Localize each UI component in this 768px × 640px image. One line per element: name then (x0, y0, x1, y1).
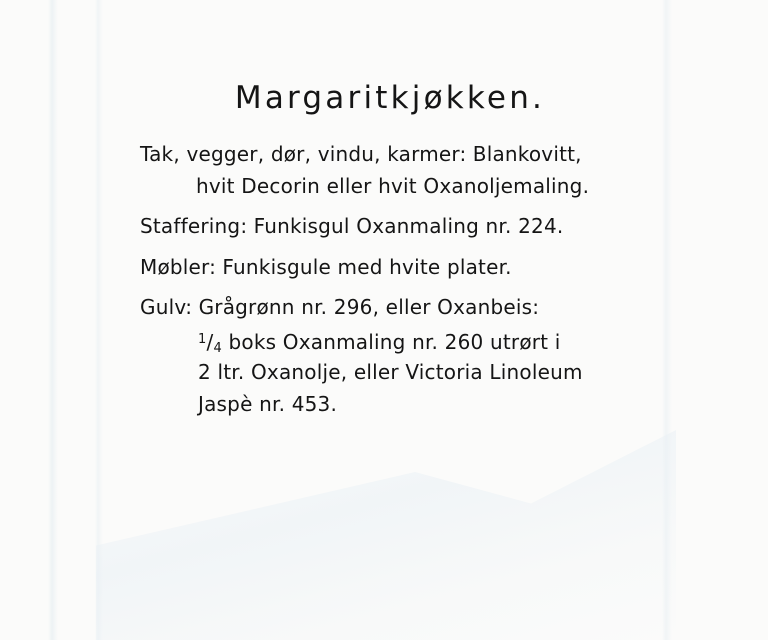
entry-trim (140, 210, 563, 242)
entry-continuation: Jaspè nr. 453. (198, 392, 338, 416)
page-title: Margaritkjøkken. (234, 80, 546, 116)
entry-label: Gulv: (140, 295, 193, 319)
fraction-numerator: 1 (198, 332, 207, 347)
entry-label: Møbler: (140, 255, 217, 279)
entry-label: Staffering: (140, 214, 248, 238)
entry-value: Funkisgul Oxanmaling nr. 224. (253, 214, 564, 238)
entry-floor (140, 291, 539, 323)
entry-value: Blankovitt, (472, 142, 582, 166)
entry-continuation-text: boks Oxanmaling nr. 260 utrørt i (228, 330, 561, 354)
fraction-denominator: 4 (213, 341, 222, 356)
entry-furniture (140, 251, 512, 283)
entry-continuation: hvit Decorin eller hvit Oxanoljemaling. (196, 174, 590, 198)
fraction-quarter: $^1/_4$ (198, 330, 222, 356)
entry-ceiling-walls (140, 138, 582, 170)
entry-continuation: 2 ltr. Oxanolje, eller Victoria Linoleum (198, 360, 583, 384)
entry-label: Tak, vegger, dør, vindu, karmer: (140, 142, 467, 166)
entry-value: Funkisgule med hvite plater. (222, 255, 512, 279)
entry-value: Grågrønn nr. 296, eller Oxanbeis: (198, 295, 540, 319)
